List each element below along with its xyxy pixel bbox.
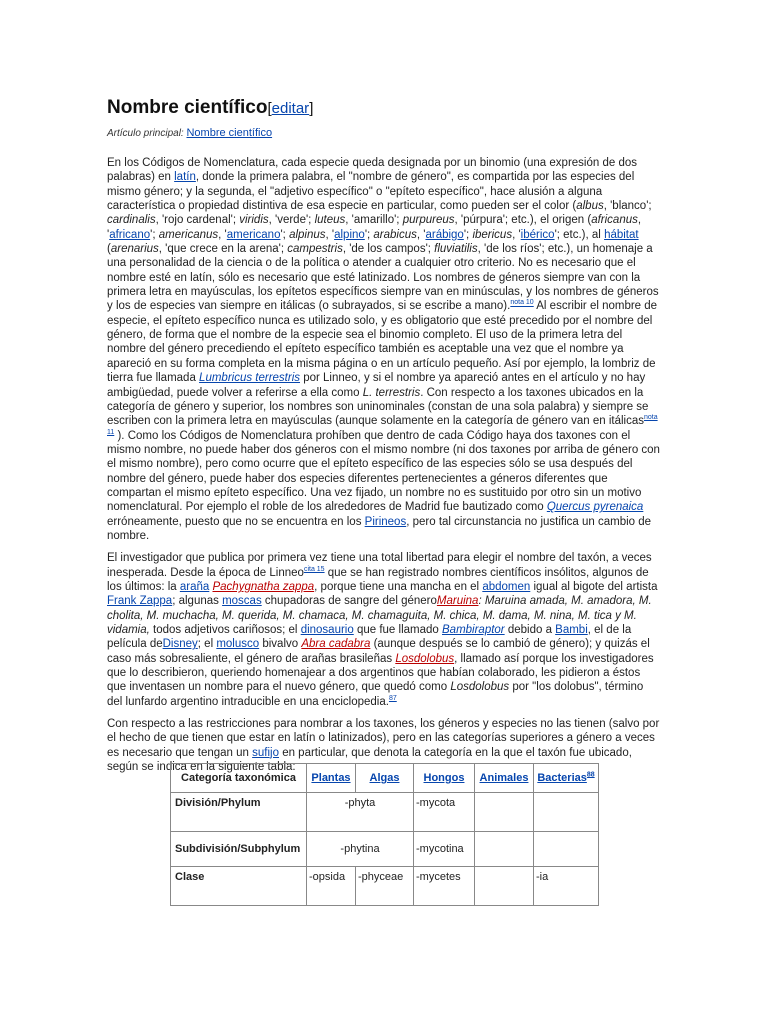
italic-term: cardinalis (107, 214, 156, 227)
text: igual al bigote del artista (530, 580, 658, 593)
text: , 'de los ríos'; etc.), un homenaje a una personalidad de la ciencia o de la política o atender a cualquier otro criterio. No es necesario que el nombre esté en latín, sólo es necesario que esté latinizado. Los nombres de géneros siempre van con la primera letra en mayúsculas, los epítetos específicos siempre van en minúsculas, y los nombres de géneros y los de especies van siempre en itálicas (o subrayados, si se escribe a mano). (107, 243, 659, 313)
cell-hongos: -mycetes (414, 867, 475, 906)
text: ( (107, 243, 111, 256)
italic-term: campestris (287, 243, 343, 256)
row-label: Clase (171, 867, 307, 906)
text: , 'que crece en la arena'; (158, 243, 288, 256)
link-text: Quercus pyrenaica (546, 501, 644, 514)
text: '; (364, 228, 374, 241)
table-row (171, 793, 599, 832)
link-americano[interactable]: americano (226, 228, 281, 241)
header-category: Categoría taxonómica (171, 764, 307, 793)
text: que fue llamado (353, 624, 442, 636)
italic-term: alpinus (289, 228, 326, 241)
section-edit (267, 100, 313, 117)
link-abdomen[interactable]: abdomen (482, 580, 531, 593)
link-text: Maruina (436, 595, 479, 608)
text: , pero tal circunstancia no justifica un cambio de nombre. (107, 515, 652, 542)
edit-bracket-close: ] (309, 100, 314, 117)
italic-term: albus (576, 200, 604, 213)
row-label: División/Phylum (171, 793, 307, 832)
hatnote-prefix: Artículo principal: (107, 128, 187, 139)
link-latin[interactable]: latín (174, 171, 196, 184)
link-moscas[interactable]: moscas (222, 595, 262, 608)
cell-plantas-algas: -phytina (307, 832, 414, 867)
text: chupadoras de sangre del género (261, 595, 437, 608)
cell-hongos: -mycota (414, 793, 475, 832)
section-title: Nombre científico (107, 97, 268, 118)
paragraph-curious-names (107, 551, 661, 709)
link-alpino[interactable]: alpino (334, 228, 365, 241)
edit-section-link[interactable]: editar (271, 100, 310, 117)
cell-bacterias: -ia (534, 867, 599, 906)
link-animales[interactable]: Animales (479, 772, 529, 784)
text: , el de la película de (107, 624, 632, 651)
table-row (171, 832, 599, 867)
text: '; (463, 228, 473, 241)
cell-plantas-algas: -phyta (307, 793, 414, 832)
italic-term: purpureus (402, 214, 455, 227)
main-article-link[interactable]: Nombre científico (186, 127, 273, 139)
text: , llamado así porque los investigadores que lo describieron, queriendo homenajear a dos argentinos que habían colaborado, les pidieron a éstos que inventasen un nombre para el nuevo género, que quedó como (107, 652, 654, 694)
text: , ' (107, 214, 642, 241)
link-quercus-pyrenaica[interactable] (547, 501, 644, 513)
text: Al escribir el nombre de especie, el epíteto específico nunca es utilizado solo, y es obligatorio que esté precedido por el nombre del género, de forma que el nombre de la especie sea el binomio completo. El uso de la primera letra del nombre del género precediendo el epíteto específico también es aceptable una vez que el nombre ya apareció en su forma completa en la misma página o en un artículo pequeño. Así por ejemplo, la lombriz de tierra fue llamada (107, 300, 658, 385)
header-bacterias (534, 764, 599, 793)
footnote-ref (304, 566, 325, 573)
link-hongos[interactable]: Hongos (423, 772, 465, 784)
link-dinosaurio[interactable]: dinosaurio (300, 624, 354, 636)
main-article-hatnote (107, 126, 661, 141)
link-text: Abra cadabra (301, 638, 371, 651)
link-bambiraptor[interactable] (442, 624, 505, 636)
note-11-link[interactable]: nota 11 (107, 414, 658, 436)
paragraph-binomial (107, 156, 661, 543)
text: Con respecto a las restricciones para nombrar a los taxones, los géneros y especies no las tienen (salvo por el hecho de que tienen que estar en latín o latinizados), pero en las categorías superiores a género a veces es necesario que tengan un (107, 718, 660, 759)
text: bivalvo (259, 638, 302, 651)
text: en particular, que denota la categoría en la que el taxón fue ubicado, según se indica en la siguiente tabla: (107, 746, 632, 774)
link-text: Losdolobus (395, 652, 455, 665)
text: El investigador que publica por primera vez tiene una total libertad para elegir el nombre del taxón, a veces inesperada. Desde la época de Linneo (107, 552, 652, 579)
link-africano[interactable]: africano (109, 228, 151, 241)
cite-15-link[interactable]: cita 15 (303, 565, 325, 573)
cell-animales (475, 793, 534, 832)
article-content (107, 97, 661, 774)
italic-term: americanus (158, 228, 219, 241)
text: , porque tiene una mancha en el (314, 580, 483, 593)
text: . Con respecto a los taxones ubicados en la categoría de género y superior, los nombres son uninominales (constan de una sola palabra) y siempre se escriben con la primera letra en mayúsculas (aunque solamente en la categoría de género van en itálicas (107, 386, 649, 428)
cell-bacterias (534, 832, 599, 867)
cell-animales (475, 867, 534, 906)
link-pirineos[interactable]: Pirineos (364, 515, 407, 528)
redlink-abra-cadabra[interactable] (301, 638, 370, 650)
link-frank-zappa[interactable]: Frank Zappa (107, 595, 173, 608)
header-plantas (307, 764, 356, 793)
text: '; etc.), al (554, 228, 605, 241)
footnote-ref (510, 300, 533, 307)
note-10-link[interactable]: nota 10 (510, 299, 534, 307)
ref-87-link[interactable]: 87 (388, 694, 397, 702)
italic-term: L. terrestris (362, 386, 421, 399)
text: , donde la primera palabra, el "nombre de género", es compartida por las especies del mismo género; y la segunda, el "adjetivo específico" o "epíteto específico", hace alusión a alguna característica o propiedad distintiva de esa especie en particular, como pueden ser el color ( (107, 171, 635, 213)
italic-term: fluviatilis (434, 243, 478, 256)
italic-term: africanus (591, 214, 638, 227)
header-animales (475, 764, 534, 793)
text: , 'verde'; (268, 214, 315, 227)
cell-hongos: -mycotina (414, 832, 475, 867)
text: En los Códigos de Nomenclatura, cada especie queda designada por un binomio (una expresión de dos palabras) en (107, 157, 637, 184)
link-lumbricus-terrestris[interactable] (199, 372, 300, 384)
text: , 'de los campos'; (342, 243, 435, 256)
italic-term: arabicus (373, 228, 417, 241)
link-algas[interactable]: Algas (369, 772, 400, 784)
text: , ' (416, 228, 426, 241)
text: ; algunas (172, 595, 223, 608)
cell-bacterias (534, 793, 599, 832)
ref-88-link[interactable]: 88 (586, 771, 595, 779)
text: , 'rojo cardenal'; (155, 214, 240, 227)
section-heading (107, 97, 661, 120)
text: por Linneo, y si el nombre ya apareció antes en el artículo y no hay ambigüedad, puede volver a referirse a ella como (107, 372, 646, 399)
row-label: Subdivisión/Subphylum (171, 832, 307, 867)
text: que se han registrado nombres científicos insólitos, algunos de los últimos: la (107, 566, 649, 593)
taxonomy-suffix-table (170, 763, 599, 906)
redlink-pachygnatha-zappa[interactable] (212, 581, 314, 593)
text: erróneamente, puesto que no se encuentra en los (107, 515, 365, 528)
link-text: Lumbricus terrestris (199, 372, 301, 385)
text: debido a (504, 624, 556, 636)
link-arabigo[interactable]: arábigo (425, 228, 464, 241)
link-iberico[interactable]: ibérico (520, 228, 555, 241)
link-disney[interactable]: Disney (162, 638, 198, 651)
text: , 'blanco'; (603, 200, 652, 213)
cell-plantas: -opsida (307, 867, 356, 906)
text: , ' (325, 228, 335, 241)
italic-term: ibericus (472, 228, 513, 241)
link-text: Pachygnatha zappa (212, 580, 315, 593)
table-row (171, 867, 599, 906)
text: '; (280, 228, 290, 241)
link-molusco[interactable]: molusco (216, 638, 260, 651)
footnote-ref (587, 771, 595, 778)
redlink-losdolobus[interactable] (395, 653, 454, 665)
redlink-maruina[interactable] (437, 595, 479, 607)
footnote-ref (389, 695, 397, 702)
link-habitat[interactable]: hábitat (604, 228, 639, 241)
link-sufijo[interactable]: sufijo (252, 746, 279, 759)
text: todos adjetivos cariñosos; el (149, 624, 301, 636)
italic-term: arenarius (110, 243, 159, 256)
text: , ' (218, 228, 227, 241)
link-bacterias[interactable]: Bacterias (537, 772, 587, 784)
text: ; el (197, 638, 217, 651)
cell-algas: -phyceae (356, 867, 414, 906)
link-arana[interactable]: araña (179, 580, 210, 593)
header-algas (356, 764, 414, 793)
text: (aunque después se lo cambió de género); y quizás el caso más sobresaliente, el género de arañas brasileñas (107, 638, 650, 665)
text: , 'amarillo'; (345, 214, 403, 227)
italic-term: Losdolobus (450, 681, 510, 694)
text: , 'púrpura'; etc.), el origen ( (454, 214, 592, 227)
cell-animales (475, 832, 534, 867)
link-bambi[interactable]: Bambi (555, 624, 588, 636)
text: ). Como los Códigos de Nomenclatura prohíben que dentro de cada Código haya dos taxones con el mismo nombre, no puede haber dos géneros con el mismo nombre (ni dos taxones por arriba de género con el mismo nombre), pero como ocurre que el epíteto específico de las especies sólo se usa después del nombre del género, puede haber dos especies diferentes pertenecientes a géneros diferentes que compartan el mismo epíteto específico. Una vez fijado, un nombre no es sustituido por otro sin un motivo nomenclatural. Por ejemplo el roble de los alrededores de Madrid fue bautizado como (107, 429, 660, 514)
header-hongos (414, 764, 475, 793)
text: '; (150, 228, 159, 241)
italic-term: viridis (239, 214, 269, 227)
link-text: Bambiraptor (442, 624, 505, 636)
text: , ' (512, 228, 521, 241)
table-header-row (171, 764, 599, 793)
italic-term: luteus (314, 214, 346, 227)
text: por "los dolobus", término del lunfardo argentino intraducible en una enciclopedia. (107, 681, 644, 708)
link-plantas[interactable]: Plantas (311, 772, 351, 784)
italic-term: : Maruina amada, M. amadora, M. cholita, M. muchacha, M. querida, M. chamaca, M. chamaguita, M. chica, M. dama, M. nina, M. tica y M. vidamia, (107, 595, 652, 636)
edit-bracket-open: [ (267, 100, 272, 117)
